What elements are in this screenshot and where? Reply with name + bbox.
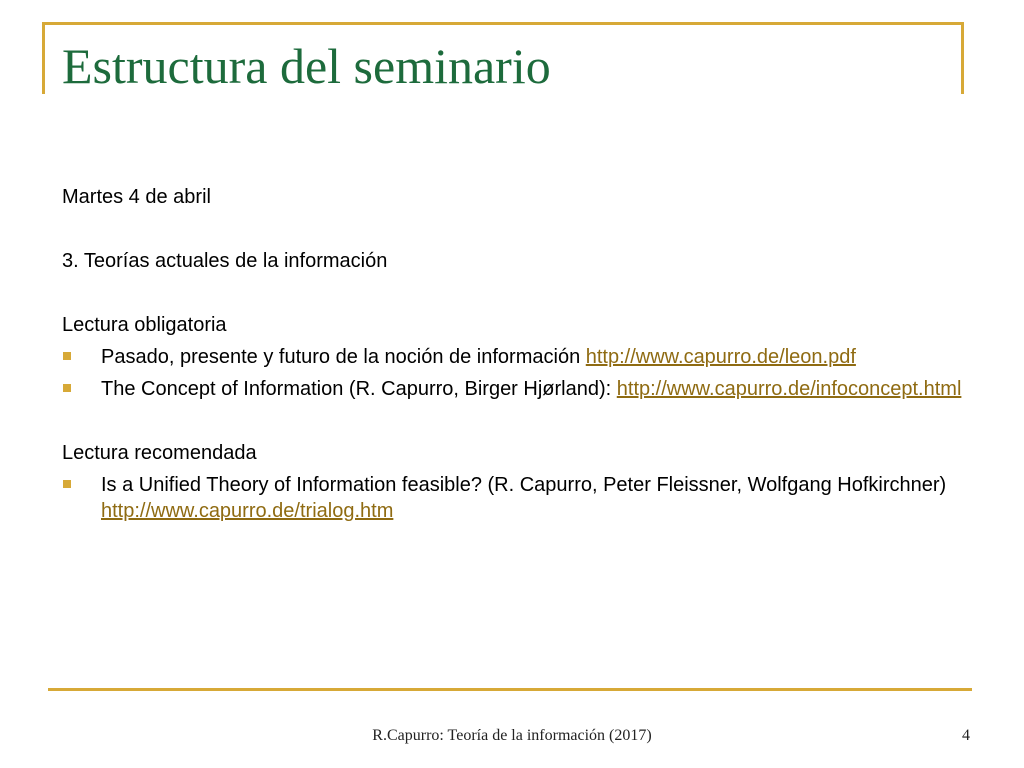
reading-text: The Concept of Information (R. Capurro, Birger Hjørland): [101,378,617,400]
recommended-reading-list [62,472,972,524]
session-date: Martes 4 de abril [62,186,211,208]
square-bullet-icon [63,352,71,360]
slide-title: Estructura del seminario [62,38,551,94]
reading-link[interactable]: http://www.capurro.de/infoconcept.html [616,378,962,400]
frame-top-line [42,22,964,25]
slide-body [62,184,972,530]
required-reading-list [62,344,972,402]
frame-left-line [42,22,45,94]
list-item [62,376,972,402]
slide-footer: R.Capurro: Teoría de la información (2017) [372,727,652,744]
frame-right-line [961,22,964,94]
required-reading-heading: Lectura obligatoria [62,314,227,336]
reading-link[interactable]: http://www.capurro.de/leon.pdf [585,346,856,368]
square-bullet-icon [63,384,71,392]
page-number: 4 [962,727,970,744]
reading-link[interactable]: http://www.capurro.de/trialog.htm [101,500,394,522]
list-item [62,472,972,524]
square-bullet-icon [63,480,71,488]
session-topic: 3. Teorías actuales de la información [62,250,388,272]
reading-text: Pasado, presente y futuro de la noción de información [101,346,586,368]
recommended-reading-heading: Lectura recomendada [62,442,257,464]
footer-divider [48,688,972,691]
reading-text: Is a Unified Theory of Information feasible? (R. Capurro, Peter Fleissner, Wolfgang Hofkirchner) [101,474,947,496]
list-item [62,344,972,370]
